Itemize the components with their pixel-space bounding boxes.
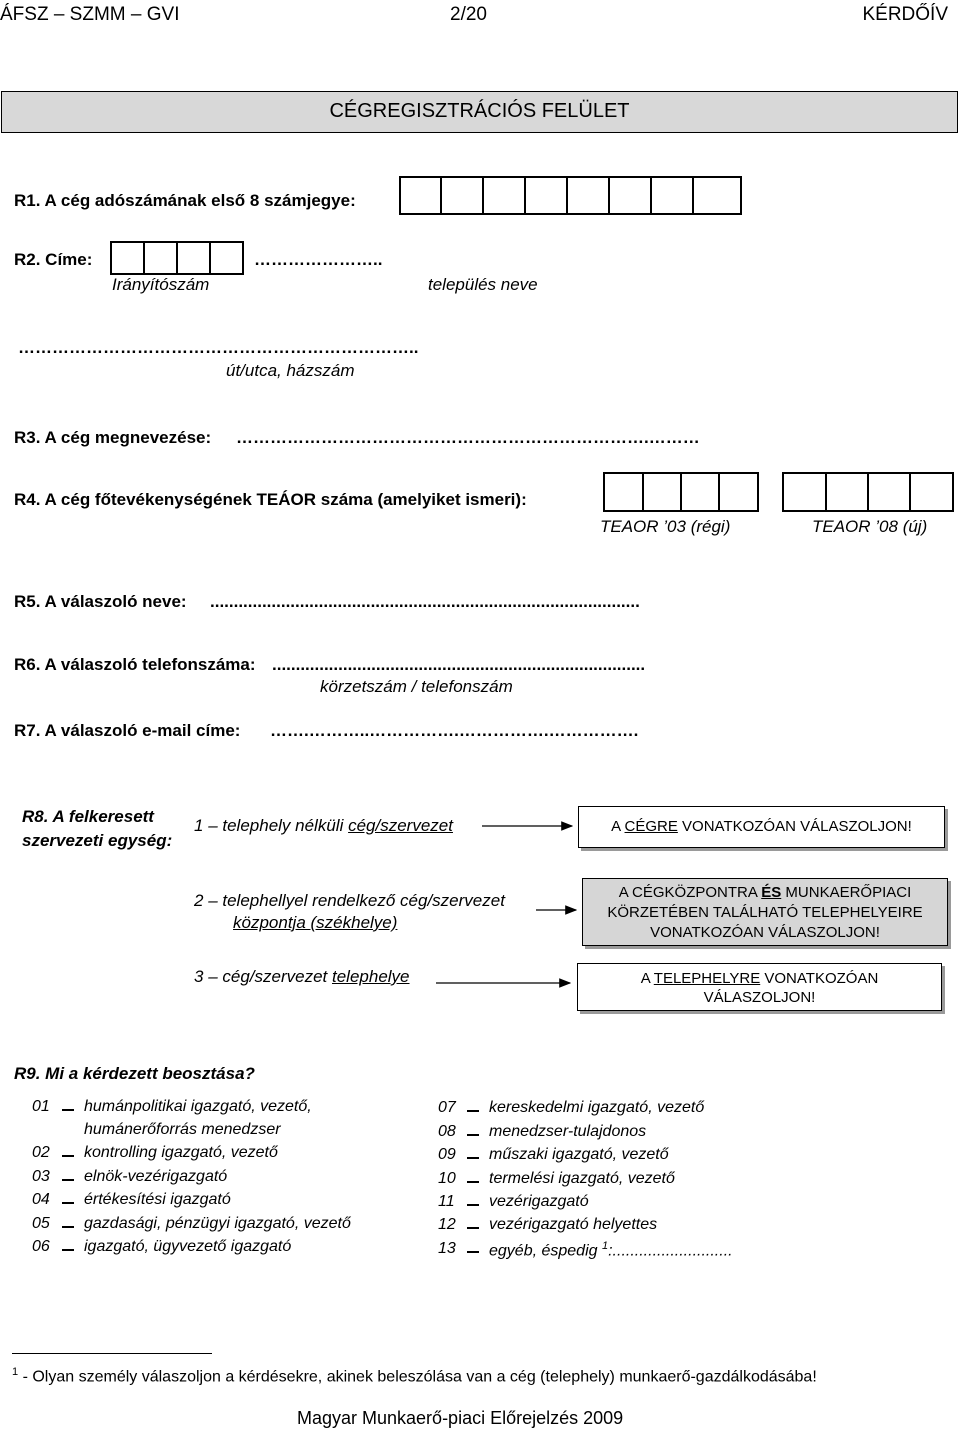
r8-option-2[interactable]: 2 – telephellyel rendelkező cég/szervezet: [194, 891, 505, 910]
list-item-text: vezérigazgató helyettes: [489, 1216, 658, 1233]
r8-option-1[interactable]: 1 – telephely nélküli cég/szervezet: [194, 816, 453, 835]
r8-option-2-line2: központja (székhelye): [233, 913, 398, 932]
r8-answer-3: A TELEPHELYRE VONATKOZÓAN VÁLASZOLJON!: [577, 963, 942, 1011]
footer: Magyar Munkaerő-piaci Előrejelzés 2009: [297, 1408, 624, 1428]
list-item[interactable]: 05: [32, 1215, 50, 1232]
list-item-text: műszaki igazgató, vezető: [489, 1146, 669, 1163]
r2-street-dots[interactable]: ……………………………………………………………..: [18, 338, 419, 357]
r9-label: R9. Mi a kérdezett beosztása?: [14, 1064, 255, 1083]
r2-city-caption: település neve: [428, 275, 538, 294]
r2-label: R2. Címe:: [14, 250, 93, 269]
r4-label: R4. A cég főtevékenységének TEÁOR száma (amelyiket ismeri):: [14, 490, 527, 509]
page-title: CÉGREGISZTRÁCIÓS FELÜLET: [329, 100, 630, 122]
list-item[interactable]: 13: [438, 1240, 456, 1257]
r7-label: R7. A válaszoló e-mail címe:: [14, 721, 241, 740]
footnote-rule: [12, 1353, 212, 1354]
list-item-text: termelési igazgató, vezető: [489, 1170, 675, 1187]
r5-label: R5. A válaszoló neve:: [14, 592, 187, 611]
list-item-text: menedzser-tulajdonos: [489, 1123, 647, 1140]
r2-street-caption: út/utca, házszám: [226, 361, 355, 380]
r8-answer-2: A CÉGKÖZPONTRA ÉS MUNKAERŐPIACI KÖRZETÉBEN TALÁLHATÓ TELEPHELYEIRE VONATKOZÓAN VÁLASZOLJON!: [582, 878, 948, 946]
r6-dots[interactable]: ...............................................................................: [272, 655, 646, 674]
list-item-text: kontrolling igazgató, vezető: [84, 1144, 278, 1161]
header-right: KÉRDŐÍV: [862, 4, 948, 25]
header-left: ÁFSZ – SZMM – GVI: [0, 4, 180, 25]
list-item-text[interactable]: egyéb, éspedig $^1$:...........................: [489, 1240, 733, 1260]
r7-dots[interactable]: …….………..…………….…………….…………….: [270, 721, 639, 740]
r4-old-caption: TEAOR ’03 (régi): [600, 517, 731, 536]
r6-caption: körzetszám / telefonszám: [320, 677, 513, 696]
list-item-text: humánpolitikai igazgató, vezető,: [84, 1098, 312, 1115]
r3-label: R3. A cég megnevezése:: [14, 428, 212, 447]
r3-dots[interactable]: ……………………………………………………………….………: [236, 428, 700, 447]
list-item[interactable]: 07: [438, 1099, 456, 1116]
r1-label: R1. A cég adószámának első 8 számjegye:: [14, 191, 356, 210]
r6-label: R6. A válaszoló telefonszáma:: [14, 655, 256, 674]
r8-label-line1: R8. A felkeresett: [22, 807, 154, 826]
r5-dots[interactable]: ...........................................................................................: [210, 592, 640, 611]
list-item[interactable]: 02: [32, 1144, 50, 1161]
r8-answer-1: A CÉGRE VONATKOZÓAN VÁLASZOLJON!: [578, 806, 945, 848]
list-item[interactable]: 01: [32, 1098, 50, 1115]
r8-label-line2: szervezeti egység:: [22, 831, 173, 850]
list-item-text: elnök-vezérigazgató: [84, 1168, 228, 1185]
list-item-text: humánerőforrás menedzser: [84, 1121, 281, 1138]
list-item-text: kereskedelmi igazgató, vezető: [489, 1099, 705, 1116]
r2-city-dots[interactable]: …………………..: [254, 250, 383, 269]
r4-new-caption: TEAOR ’08 (új): [812, 517, 928, 536]
list-item[interactable]: 10: [438, 1170, 456, 1187]
list-item[interactable]: 08: [438, 1123, 456, 1140]
list-item[interactable]: 11: [438, 1193, 455, 1210]
list-item[interactable]: 06: [32, 1238, 50, 1255]
list-item[interactable]: 09: [438, 1146, 456, 1163]
r2-zip-caption: Irányítószám: [112, 275, 210, 294]
list-item-text: gazdasági, pénzügyi igazgató, vezető: [84, 1215, 351, 1232]
list-item[interactable]: 03: [32, 1168, 50, 1185]
r8-option-3[interactable]: 3 – cég/szervezet telephelye: [194, 967, 410, 986]
page-number: 2/20: [450, 4, 487, 25]
footnote: $^1$ - Olyan személy válaszoljon a kérdésekre, akinek beleszólása van a cég (telephely) munkaerő-gazdálkodásába!: [12, 1366, 817, 1386]
list-item-text: igazgató, ügyvezető igazgató: [84, 1238, 292, 1255]
list-item-text: értékesítési igazgató: [84, 1191, 231, 1208]
list-item[interactable]: 04: [32, 1191, 50, 1208]
list-item[interactable]: 12: [438, 1216, 456, 1233]
list-item-text: vezérigazgató: [489, 1193, 589, 1210]
